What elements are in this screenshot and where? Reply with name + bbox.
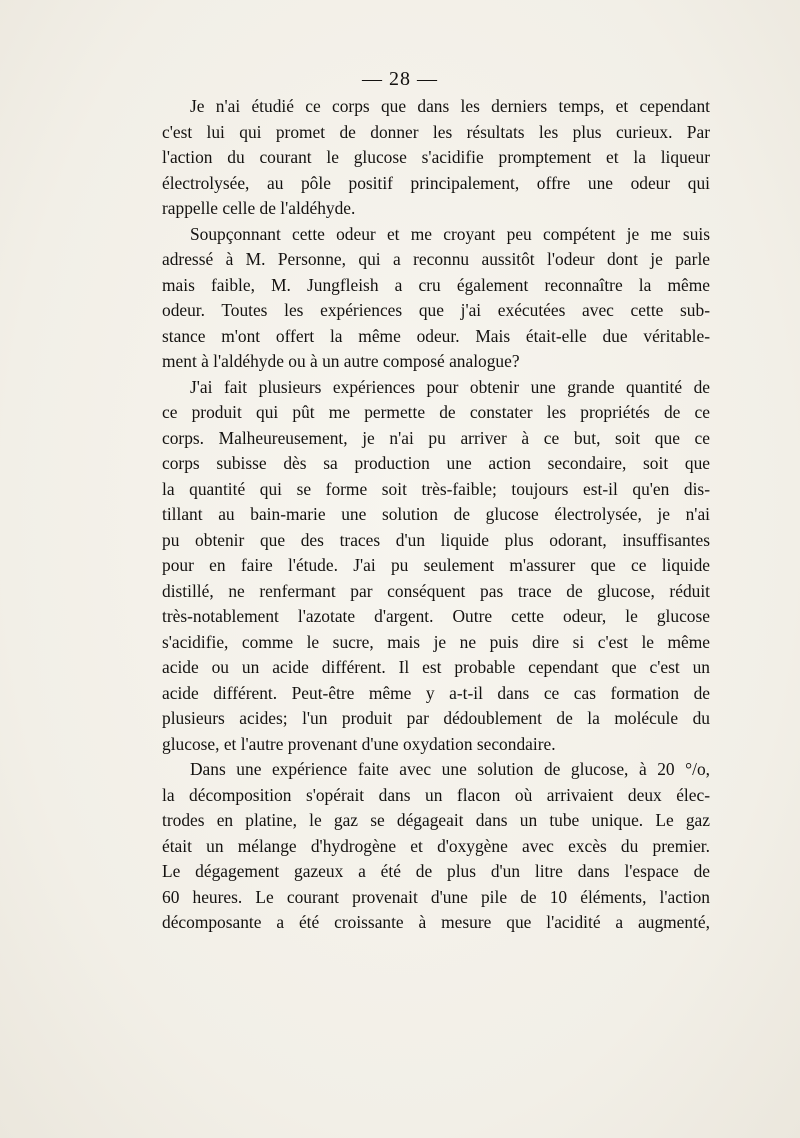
text-line: Je n'ai étudié ce corps que dans les derniers temps, et cependant <box>190 96 710 116</box>
page-number: — 28 — <box>362 68 438 90</box>
text-line: électrolysée, au pôle positif principalement, offre une odeur qui <box>162 172 710 193</box>
text-line: c'est lui qui promet de donner les résultats les plus curieux. Par <box>162 121 710 142</box>
text-line: pour en faire l'étude. J'ai pu seulement m'assurer que ce liquide <box>162 555 710 575</box>
text-line: glucose, et l'autre provenant d'une oxydation secondaire. <box>162 733 556 754</box>
text-line: s'acidifie, comme le sucre, mais je ne puis dire si c'est le même <box>162 631 710 652</box>
text-line: acide ou un acide différent. Il est probable cependant que c'est un <box>162 657 710 677</box>
text-line: distillé, ne renfermant par conséquent pas trace de glucose, réduit <box>162 580 710 601</box>
text-line: pu obtenir que des traces d'un liquide plus odorant, insuffisantes <box>162 529 710 550</box>
text-line: la quantité qui se forme soit très-faible; toujours est-il qu'en dis- <box>162 478 710 499</box>
text-line: stance m'ont offert la même odeur. Mais était-elle due véritable- <box>162 325 710 346</box>
text-line: corps subisse dès sa production une action secondaire, soit que <box>162 453 710 473</box>
text-line: ment à l'aldéhyde ou à un autre composé analogue? <box>162 351 520 371</box>
text-line: Le dégagement gazeux a été de plus d'un litre dans l'espace de <box>162 861 710 881</box>
text-line: 60 heures. Le courant provenait d'une pile de 10 éléments, l'action <box>162 886 710 907</box>
text-line: Dans une expérience faite avec une solution de glucose, à 20 °/o, <box>190 759 710 779</box>
text-line: odeur. Toutes les expériences que j'ai exécutées avec cette sub- <box>162 300 710 320</box>
text-line: très-notablement l'azotate d'argent. Outre cette odeur, le glucose <box>162 606 710 626</box>
text-line: J'ai fait plusieurs expériences pour obtenir une grande quantité de <box>190 376 710 397</box>
text-line: corps. Malheureusement, je n'ai pu arriver à ce but, soit que ce <box>162 427 710 448</box>
text-line: la décomposition s'opérait dans un flacon où arrivaient deux élec- <box>162 784 710 805</box>
text-line: mais faible, M. Jungfleish a cru également reconnaître la même <box>162 274 710 295</box>
text-line: ce produit qui pût me permette de constater les propriétés de ce <box>162 402 710 422</box>
text-line: décomposante a été croissante à mesure que l'acidité a augmenté, <box>162 912 710 932</box>
text-line: tillant au bain-marie une solution de glucose électrolysée, je n'ai <box>162 504 710 524</box>
text-line: trodes en platine, le gaz se dégageait dans un tube unique. Le gaz <box>162 810 710 830</box>
text-line: plusieurs acides; l'un produit par dédoublement de la molécule du <box>162 708 710 728</box>
body-text <box>162 94 710 936</box>
text-line: acide différent. Peut-être même y a-t-il dans ce cas formation de <box>162 682 710 703</box>
text-line: Soupçonnant cette odeur et me croyant peu compétent je me suis <box>190 223 710 244</box>
text-line: adressé à M. Personne, qui a reconnu aussitôt l'odeur dont je parle <box>162 249 710 269</box>
text-line: l'action du courant le glucose s'acidifie promptement et la liqueur <box>162 147 710 167</box>
text-line: rappelle celle de l'aldéhyde. <box>162 198 356 218</box>
text-line: était un mélange d'hydrogène et d'oxygène avec excès du premier. <box>162 835 710 856</box>
